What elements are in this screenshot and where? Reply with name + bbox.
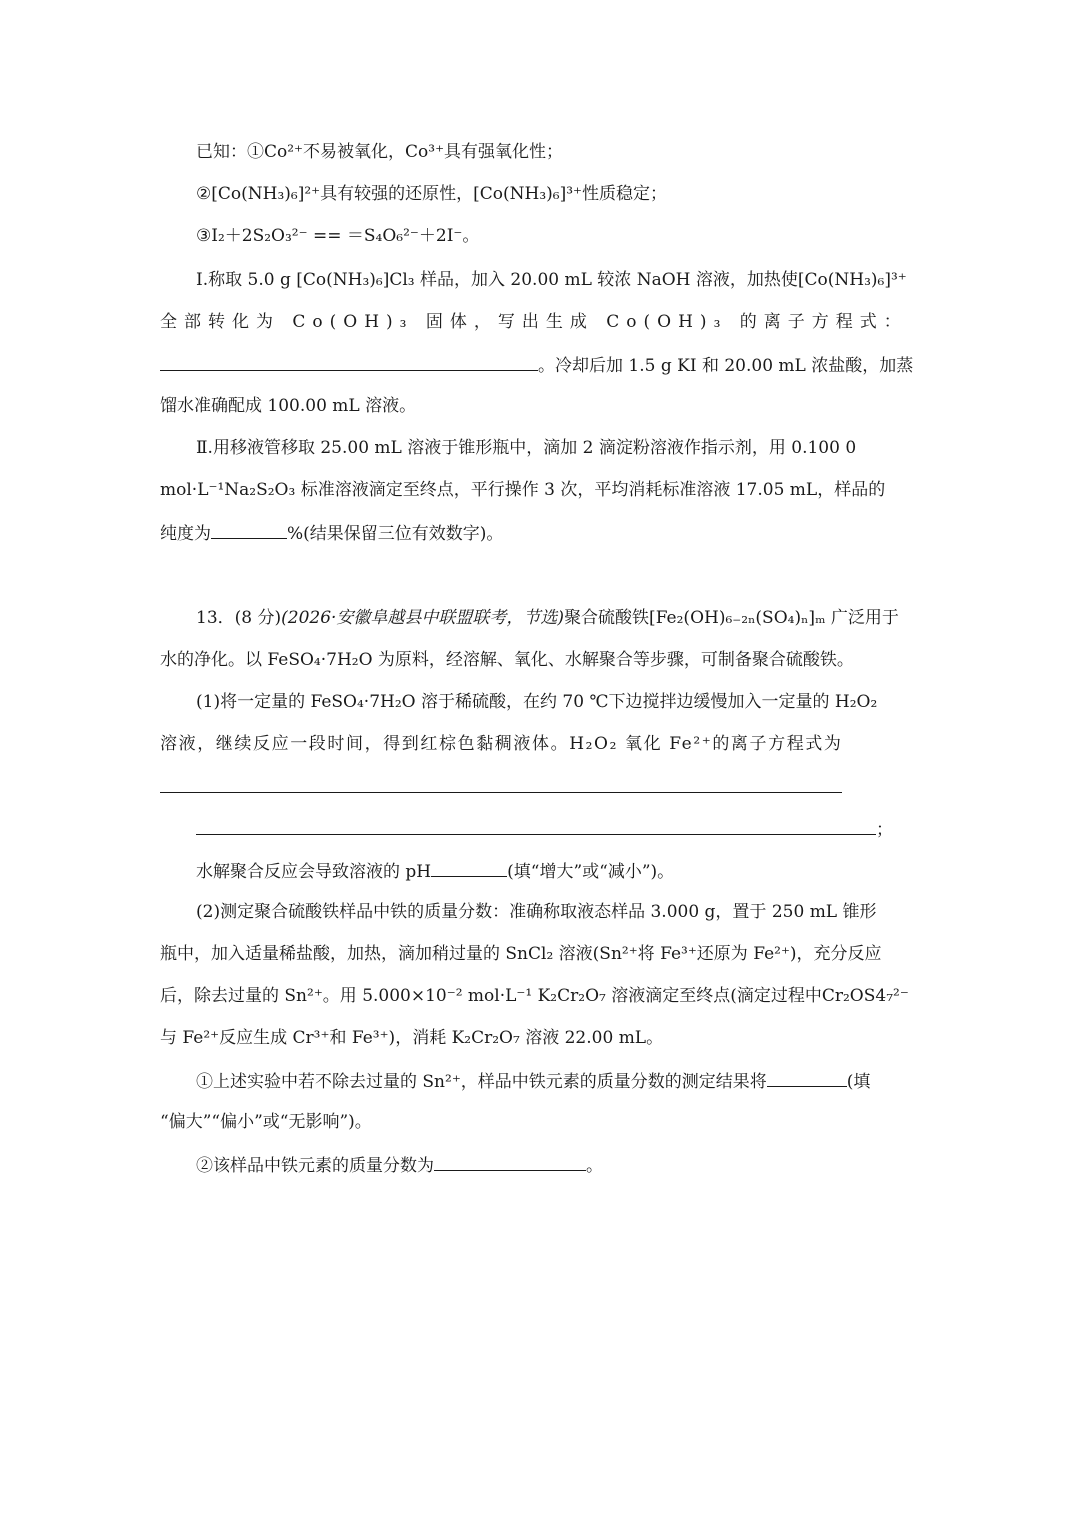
s2-text: ②该样品中铁元素的质量分数为 — [196, 1156, 434, 1176]
q13-p1-line-4 — [196, 858, 918, 882]
q13-p1-line-3 — [160, 774, 918, 798]
known-line-1: 已知：①Co²⁺不易被氧化，Co³⁺具有强氧化性； — [196, 142, 564, 162]
part2-line-1: Ⅱ.用移液管移取 25.00 mL 溶液于锥形瓶中，滴加 2 滴淀粉溶液作指示剂，用 0.100 0 — [196, 438, 857, 458]
known-line-2: ②[Co(NH₃)₆]²⁺具有较强的还原性，[Co(NH₃)₆]³⁺性质稳定； — [196, 184, 668, 204]
q13-p2-line-3: 后，除去过量的 Sn²⁺。用 5.000×10⁻² mol·L⁻¹ K₂Cr₂O₇ 溶液滴定至终点(滴定过程中Cr₂OS4₇²⁻ — [160, 986, 909, 1006]
q13-p1-line-1: (1)将一定量的 FeSO₄·7H₂O 溶于稀硫酸，在约 70 ℃下边搅拌边缓慢加入一定量的 H₂O₂ — [196, 692, 878, 712]
answer-blank-effect[interactable] — [767, 1068, 847, 1087]
part1-line-3 — [160, 352, 918, 376]
ph-suffix: (填“增大”或“减小”)。 — [507, 862, 675, 882]
s1-text: ①上述实验中若不除去过量的 Sn²⁺，样品中铁元素的质量分数的测定结果将 — [196, 1072, 767, 1092]
q13-s1-line-2: “偏大”“偏小”或“无影响”)。 — [160, 1112, 372, 1132]
semicolon: ； — [876, 820, 893, 840]
ph-label: 水解聚合反应会导致溶液的 pH — [196, 862, 432, 882]
answer-blank-mass-fraction[interactable] — [434, 1152, 586, 1171]
part2-line-2: mol·L⁻¹Na₂S₂O₃ 标准溶液滴定至终点，平行操作 3 次，平均消耗标准溶液 17.05 mL，样品的 — [160, 480, 886, 500]
part2-line-3 — [160, 520, 918, 544]
part1-line-3-text: 。冷却后加 1.5 g KI 和 20.00 mL 浓盐酸，加蒸 — [538, 356, 914, 376]
q13-line-2: 水的净化。以 FeSO₄·7H₂O 为原料，经溶解、氧化、水解聚合等步骤，可制备聚合硫酸铁。 — [160, 650, 854, 670]
q13-number: 13．(8 分) — [196, 608, 282, 628]
answer-blank-equation[interactable] — [160, 352, 538, 371]
part1-line-4: 馏水准确配成 100.00 mL 溶液。 — [160, 396, 417, 416]
q13-p2-line-1: (2)测定聚合硫酸铁样品中铁的质量分数：准确称取液态样品 3.000 g，置于 250 mL 锥形 — [196, 902, 877, 922]
q13-source: (2026·安徽阜越县中联盟联考，节选) — [281, 608, 565, 628]
known-line-3: ③I₂＋2S₂O₃²⁻ == ＝S₄O₆²⁻＋2I⁻。 — [196, 226, 480, 246]
part1-line-2: 全部转化为 Co(OH)₃ 固体，写出生成 Co(OH)₃ 的离子方程式： — [160, 312, 908, 332]
q13-p1-line-2: 溶液，继续反应一段时间，得到红棕色黏稠液体。H₂O₂ 氧化 Fe²⁺的离子方程式为 — [160, 734, 843, 754]
answer-blank-ionic-eq-1[interactable] — [160, 774, 842, 793]
purity-suffix: %(结果保留三位有效数字)。 — [287, 524, 504, 544]
q13-s1-line-1 — [196, 1068, 918, 1092]
answer-blank-ionic-eq-2[interactable] — [196, 816, 876, 835]
s1-fill: (填 — [846, 1072, 871, 1092]
answer-blank-ph[interactable] — [431, 858, 507, 877]
part1-line-1: Ⅰ.称取 5.0 g [Co(NH₃)₆]Cl₃ 样品，加入 20.00 mL 较浓 NaOH 溶液，加热使[Co(NH₃)₆]³⁺ — [196, 270, 907, 290]
q13-intro: 聚合硫酸铁[Fe₂(OH)₆₋₂ₙ(SO₄)ₙ]ₘ 广泛用于 — [564, 608, 899, 628]
purity-label: 纯度为 — [160, 524, 211, 544]
s2-end: 。 — [586, 1156, 603, 1176]
q13-s2-line — [196, 1152, 918, 1176]
q13-p2-line-2: 瓶中，加入适量稀盐酸，加热，滴加稍过量的 SnCl₂ 溶液(Sn²⁺将 Fe³⁺还原为 Fe²⁺)，充分反应 — [160, 944, 882, 964]
q13-p2-line-4: 与 Fe²⁺反应生成 Cr³⁺和 Fe³⁺)，消耗 K₂Cr₂O₇ 溶液 22.00 mL。 — [160, 1028, 664, 1048]
q13-line-1 — [196, 606, 918, 630]
answer-blank-purity[interactable] — [211, 520, 287, 539]
q13-p1-line-3b — [196, 816, 918, 840]
